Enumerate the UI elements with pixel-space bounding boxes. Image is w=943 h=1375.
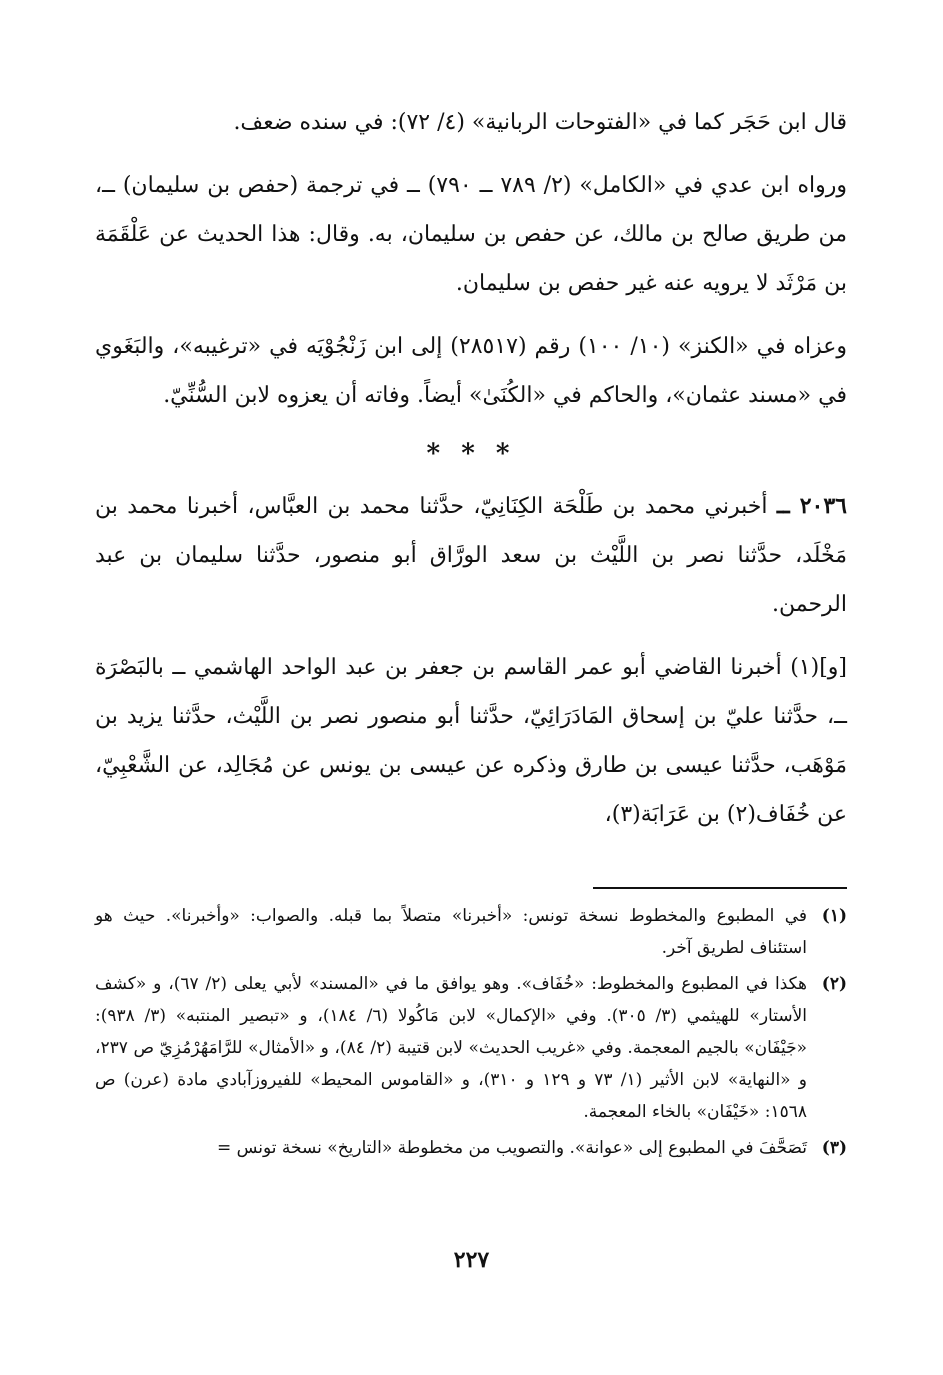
footnote-number: (٣): [821, 1138, 847, 1158]
section-separator-stars: * * *: [426, 439, 516, 469]
footnote-text: في المطبوع والمخطوط نسخة تونس: «أخبرنا» متصلاً بما قبله. والصواب: «وأخبرنا». حيث هو استئناف لطريق آخر.: [95, 906, 807, 958]
page-number: ٢٢٧: [453, 1247, 490, 1273]
footnote-number: (٢): [821, 974, 847, 994]
footnote-1: [95, 900, 847, 964]
footnote-3: [95, 1132, 847, 1164]
paragraph-1: قال ابن حَجَر كما في «الفتوحات الربانية» (٤/ ٧٢): في سنده ضعف.: [233, 110, 847, 135]
footnote-text: هكذا في المطبوع والمخطوط: «خُفَاف». وهو يوافق ما في «المسند» لأبي يعلى (٢/ ٦٧)، و «كشف الأستار» للهيثمي (٣/ ٣٠٥). وفي «الإكمال» لابن مَاكُولا (٦/ ١٨٤)، و «تبصير المنتبه» (٣/ ٩٣٨): «جَيْفَان» بالجيم المعجمة. وفي «غريب الحديث» لابن قتيبة (٢/ ٨٤)، و «الأمثال» للرَّامَهُرْمُزِيّ ص ٢٣٧، و «النهاية» لابن الأثير (١/ ٧٣ و ١٢٩ و ٣١٠)، و «القاموس المحيط» للفيروزآبادي مادة (عرن) ص ١٥٦٨: «خَيْفَان» بالخاء المعجمة.: [95, 974, 807, 1122]
paragraph-3: وعزاه في «الكنز» (١٠/ ١٠٠) رقم (٢٨٥١٧) إلى ابن زَنْجُوْيَه في «ترغيبه»، والبَغَوي في «مسند عثمان»، والحاكم في «الكُنَىٰ» أيضاً. وفاته أن يعزوه لابن السُّنِّيّ.: [95, 334, 848, 408]
hadith-paragraph-2: [و](١) أخبرنا القاضي أبو عمر القاسم بن جعفر بن عبد الواحد الهاشمي ــ بالبَصْرَة ــ، حدَّثنا عليّ بن إسحاق المَادَرَائِيّ، حدَّثنا أبو منصور نصر بن اللَّيْث، حدَّثنا يزيد بن مَوْهَب، حدَّثنا عيسى بن طارق وذكره عن عيسى بن يونس عن مُجَالِد، عن الشَّعْبِيّ، عن خُفَاف(٢) بن عَرَابَة(٣)،: [95, 655, 847, 827]
paragraph-2: ورواه ابن عدي في «الكامل» (٢/ ٧٨٩ ــ ٧٩٠) ــ في ترجمة (حفص بن سليمان) ــ، من طريق صالح بن مالك، عن حفص بن سليمان، به. وقال: هذا الحديث عن عَلْقَمَة بن مَرْثَد لا يرويه عنه غير حفص بن سليمان.: [95, 173, 847, 296]
hadith-paragraph-1: [95, 482, 847, 629]
footnotes: [95, 900, 847, 1168]
footnote-divider: [593, 887, 847, 889]
main-text: [95, 98, 847, 853]
footnote-number: (١): [821, 906, 847, 926]
footnote-2: [95, 968, 847, 1128]
footnote-text: تَصَحَّفَ في المطبوع إلى «عوانة». والتصويب من مخطوطة «التاريخ» نسخة تونس =: [216, 1138, 807, 1158]
hadith-number: ٢٠٣٦ ــ: [776, 493, 847, 519]
hadith-text-1: أخبرني محمد بن طَلْحَة الكِنَانِيّ، حدَّثنا محمد بن العبَّاس، أخبرنا محمد بن مَخْلَد، حدَّثنا نصر بن اللَّيْث بن سعد الورَّاق أبو منصور، حدَّثنا سليمان بن عبد الرحمن.: [95, 494, 847, 617]
